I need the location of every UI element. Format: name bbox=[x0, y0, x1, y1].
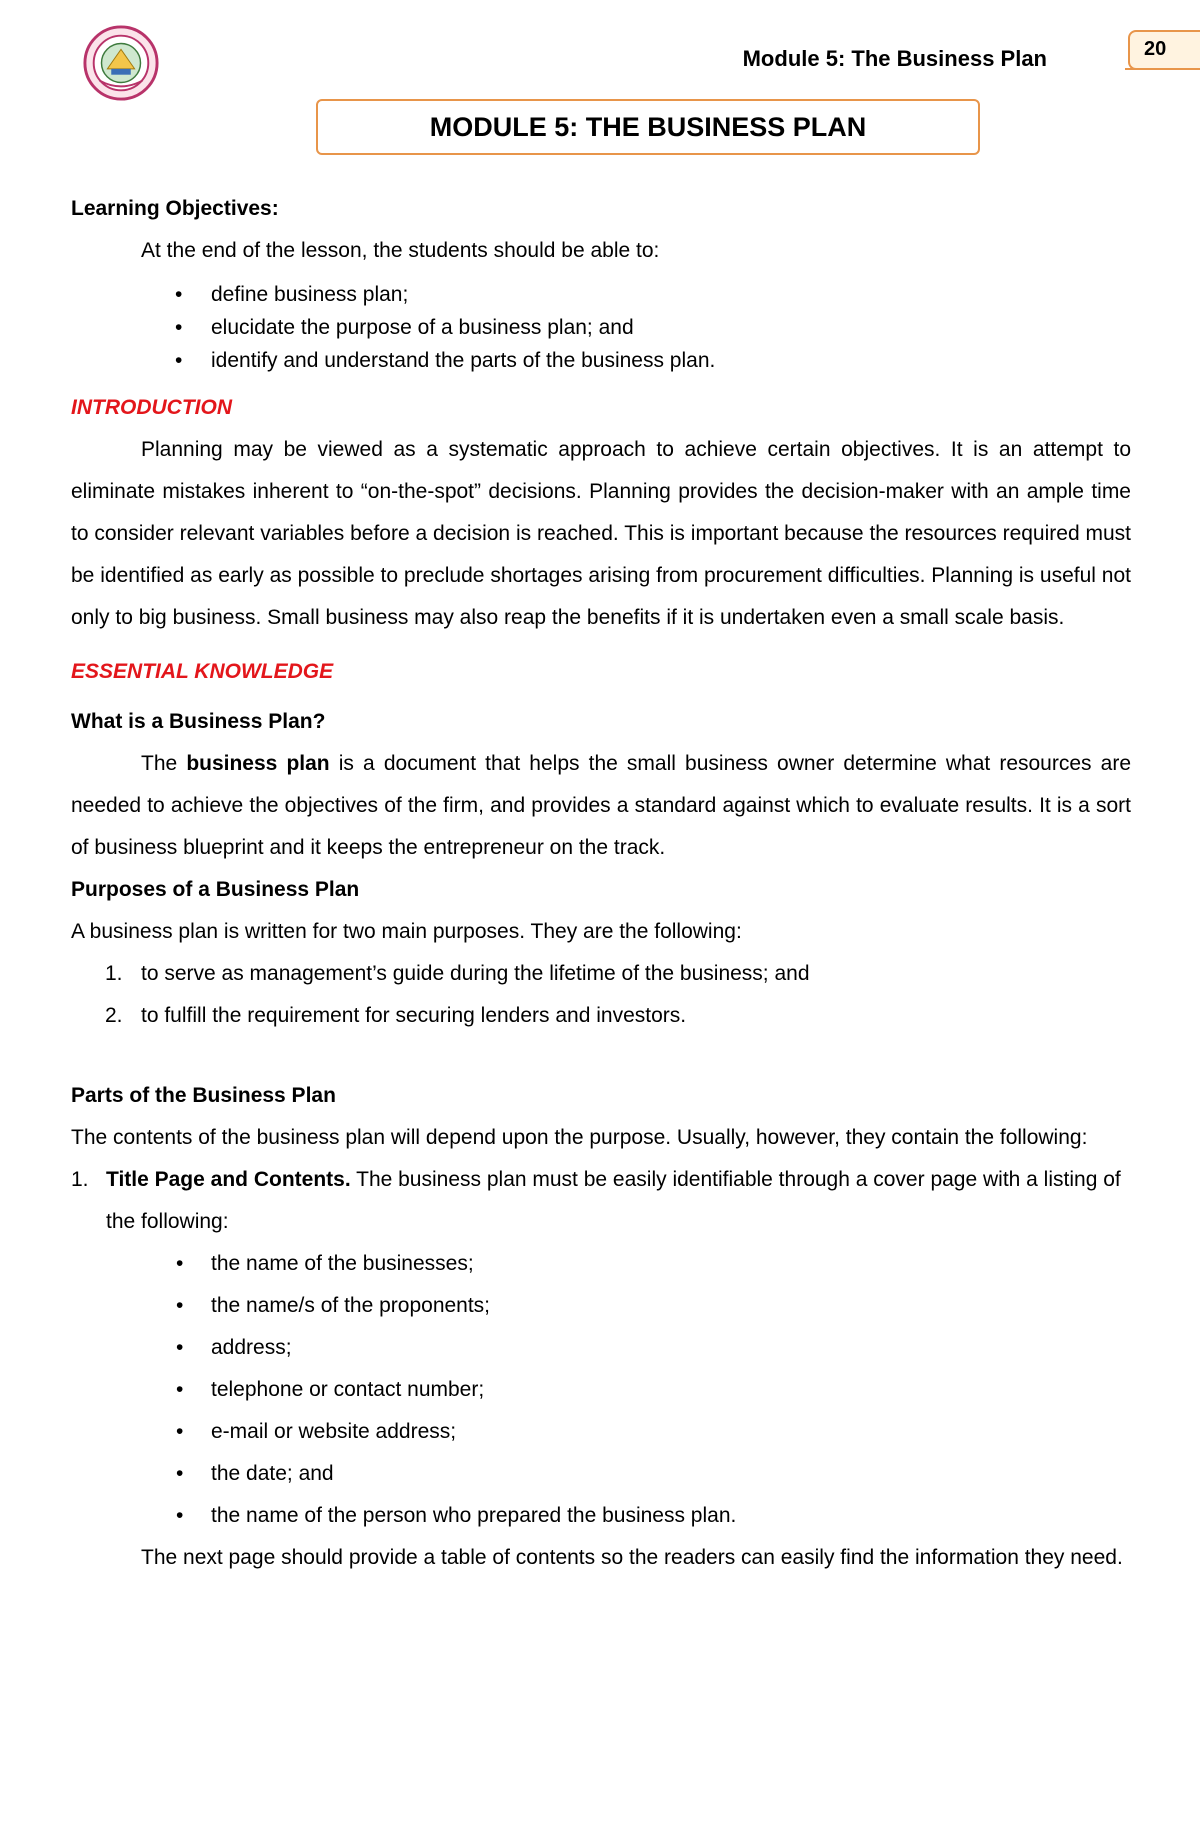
page-number-tab bbox=[1128, 30, 1200, 70]
list-item: • the name/s of the proponents; bbox=[106, 1285, 1131, 1327]
list-item: • elucidate the purpose of a business plan; and bbox=[71, 311, 1131, 344]
list-item: • the date; and bbox=[106, 1453, 1131, 1495]
parts-list bbox=[71, 1159, 1131, 1537]
purposes-list bbox=[71, 953, 1131, 1037]
definition-post: is a document that helps the small business owner determine what resources are needed to achieve the objectives of the firm, and provides a standard against which to evaluate results. It is a sort of business blueprint and it keeps the entrepreneur on the track. bbox=[71, 752, 1132, 859]
list-item: • identify and understand the parts of the business plan. bbox=[71, 344, 1131, 377]
part-title: Title Page and Contents. bbox=[106, 1168, 351, 1191]
purposes-intro: A business plan is written for two main purposes. They are the following: bbox=[71, 920, 742, 943]
what-heading: What is a Business Plan? bbox=[71, 710, 326, 733]
essential-knowledge-heading: ESSENTIAL KNOWLEDGE bbox=[71, 660, 334, 683]
definition-term: business plan bbox=[186, 752, 330, 775]
parts-intro: The contents of the business plan will depend upon the purpose. Usually, however, they contain the following: bbox=[71, 1126, 1088, 1149]
running-title: Module 5: The Business Plan bbox=[742, 46, 1047, 71]
objectives-heading: Learning Objectives: bbox=[71, 197, 279, 220]
list-item: • the name of the person who prepared the business plan. bbox=[106, 1495, 1131, 1537]
objectives-list bbox=[71, 278, 1131, 377]
introduction-heading: INTRODUCTION bbox=[71, 396, 232, 419]
definition-pre: The bbox=[141, 752, 187, 775]
purposes-heading: Purposes of a Business Plan bbox=[71, 878, 360, 901]
list-item bbox=[71, 953, 1131, 995]
definition-paragraph bbox=[71, 743, 1131, 869]
list-text: to fulfill the requirement for securing lenders and investors. bbox=[141, 1004, 687, 1027]
list-number: 1. bbox=[105, 962, 123, 985]
list-item bbox=[71, 995, 1131, 1037]
list-item: • telephone or contact number; bbox=[106, 1369, 1131, 1411]
list-item: • define business plan; bbox=[71, 278, 1131, 311]
page-number: 20 bbox=[1144, 38, 1167, 60]
introduction-paragraph: Planning may be viewed as a systematic approach to achieve certain objectives. It is an attempt to eliminate mistakes inherent to “on-the-spot” decisions. Planning provides the decision-maker with an ample time to consider relevant variables before a decision is reached. This is important because the resources required must be identified as early as possible to preclude shortages arising from procurement difficulties. Planning is useful not only to big business. Small business may also reap the benefits if it is undertaken even a small scale basis. bbox=[71, 438, 1131, 629]
closing-paragraph: The next page should provide a table of contents so the readers can easily find the information they need. bbox=[141, 1546, 1123, 1569]
list-number: 2. bbox=[105, 1004, 123, 1027]
part-text: The business plan must be easily identifiable through a cover page with a listing of the following: bbox=[106, 1168, 1121, 1233]
list-item: • the name of the businesses; bbox=[106, 1243, 1131, 1285]
parts-item bbox=[71, 1159, 1131, 1537]
module-title: MODULE 5: THE BUSINESS PLAN bbox=[316, 99, 980, 155]
header-rule bbox=[1125, 68, 1200, 70]
list-number: 1. bbox=[71, 1168, 89, 1191]
running-header bbox=[700, 44, 1120, 76]
list-item: • e-mail or website address; bbox=[106, 1411, 1131, 1453]
cover-page-list bbox=[106, 1243, 1131, 1537]
objectives-intro: At the end of the lesson, the students should be able to: bbox=[141, 239, 660, 262]
list-item: • address; bbox=[106, 1327, 1131, 1369]
list-text: to serve as management’s guide during the lifetime of the business; and bbox=[141, 962, 810, 985]
school-seal-icon bbox=[82, 24, 160, 102]
document-body bbox=[71, 188, 1131, 1579]
parts-heading: Parts of the Business Plan bbox=[71, 1084, 336, 1107]
